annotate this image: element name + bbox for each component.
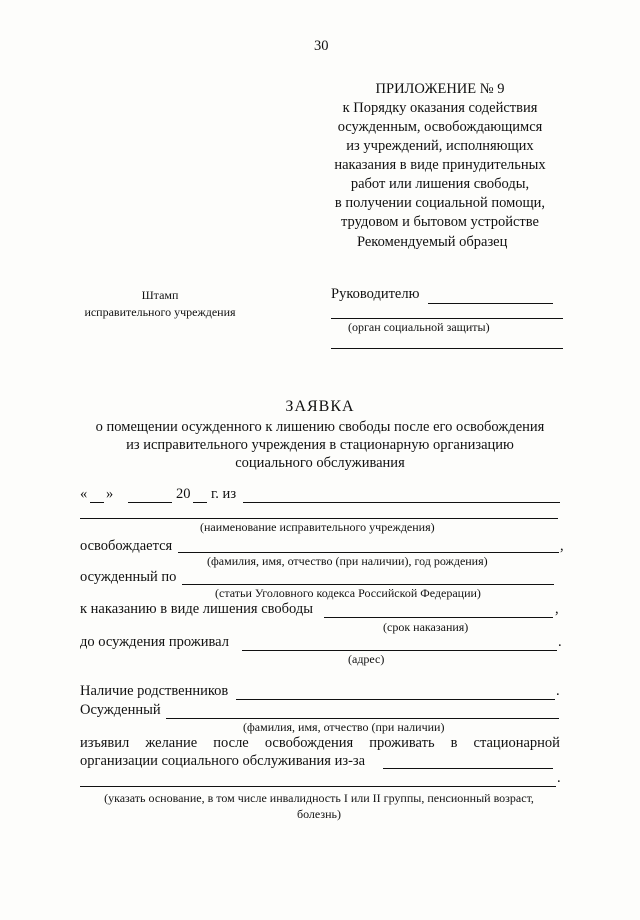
addressee-label: Руководителю [331, 286, 420, 302]
date-year-line[interactable] [193, 502, 207, 503]
stamp-line: Штамп [141, 288, 179, 302]
lived-label: до осуждения проживал [80, 634, 229, 650]
address-hint: (адрес) [348, 652, 385, 666]
reason-period: . [557, 770, 561, 786]
document-subtitle [0, 418, 640, 472]
addressee-name-line[interactable] [428, 303, 553, 304]
addressee-line[interactable] [331, 318, 563, 319]
wish-word: стационарной [473, 735, 560, 751]
date-open-quote: « [80, 486, 88, 502]
institution-line-2[interactable] [80, 518, 558, 519]
appendix-line: к Порядку оказания содействия [342, 100, 538, 116]
articles-hint: (статьи Уголовного кодекса Российской Федерации) [215, 586, 481, 600]
subtitle-line: из исправительного учреждения в стационарную организацию [126, 437, 514, 453]
subtitle-line: о помещении осужденного к лишению свободы после его освобождения [95, 419, 545, 435]
date-close-quote: » [106, 486, 114, 502]
reason-line-2[interactable] [80, 786, 556, 787]
released-comma: , [560, 538, 564, 554]
wish-line-2: организации социального обслуживания из-за [80, 753, 366, 769]
appendix-block [300, 80, 580, 232]
reason-hint [80, 790, 558, 822]
page-number: 30 [314, 38, 329, 54]
appendix-heading: ПРИЛОЖЕНИЕ № 9 [375, 81, 505, 97]
appendix-line: работ или лишения свободы, [350, 176, 530, 192]
term-line[interactable] [324, 617, 553, 618]
wish-word: в [450, 735, 458, 751]
year-prefix: 20 [176, 486, 191, 502]
wish-word: освобождения [264, 735, 354, 751]
address-line[interactable] [242, 650, 557, 651]
released-hint: (фамилия, имя, отчество (при наличии), год рождения) [207, 554, 488, 568]
reason-hint-line: болезнь) [296, 807, 342, 821]
released-label: освобождается [80, 538, 173, 554]
sample-label: Рекомендуемый образец [357, 234, 508, 250]
relatives-label: Наличие родственников [80, 683, 229, 699]
appendix-line: осужденным, освобождающимся [337, 119, 543, 135]
year-suffix: г. из [211, 486, 237, 502]
date-month-line[interactable] [128, 502, 172, 503]
sentence-label: к наказанию в виде лишения свободы [80, 601, 313, 617]
addressee-hint: (орган социальной защиты) [348, 320, 490, 334]
lived-period: . [558, 634, 562, 650]
institution-hint: (наименование исправительного учреждения) [200, 520, 435, 534]
wish-word: после [213, 735, 249, 751]
released-line[interactable] [178, 552, 559, 553]
addressee-line-2[interactable] [331, 348, 563, 349]
appendix-line: трудовом и бытовом устройстве [341, 214, 539, 230]
reason-hint-line: (указать основание, в том числе инвалидность I или II группы, пенсионный возраст, [104, 791, 534, 805]
fio-line[interactable] [166, 718, 559, 719]
institution-line[interactable] [243, 502, 560, 503]
subtitle-line: социального обслуживания [235, 455, 405, 471]
appendix-line: из учреждений, исполняющих [346, 138, 534, 154]
stamp-block [60, 287, 260, 321]
date-day-line[interactable] [90, 502, 104, 503]
wish-line-1 [80, 735, 560, 752]
articles-line[interactable] [182, 584, 554, 585]
reason-line[interactable] [383, 768, 553, 769]
relatives-line[interactable] [236, 699, 555, 700]
stamp-line: исправительного учреждения [84, 305, 236, 319]
sentence-comma: , [555, 601, 559, 617]
wish-word: изъявил [80, 735, 130, 751]
relatives-period: . [556, 683, 560, 699]
convicted2-label: Осужденный [80, 702, 161, 718]
appendix-line: в получении социальной помощи, [334, 195, 546, 211]
document-title: ЗАЯВКА [285, 398, 355, 415]
wish-word: проживать [369, 735, 435, 751]
fio-hint: (фамилия, имя, отчество (при наличии) [243, 720, 445, 734]
wish-word: желание [145, 735, 198, 751]
appendix-line: наказания в виде принудительных [334, 157, 546, 173]
term-hint: (срок наказания) [383, 620, 469, 634]
convicted-label: осужденный по [80, 569, 177, 585]
